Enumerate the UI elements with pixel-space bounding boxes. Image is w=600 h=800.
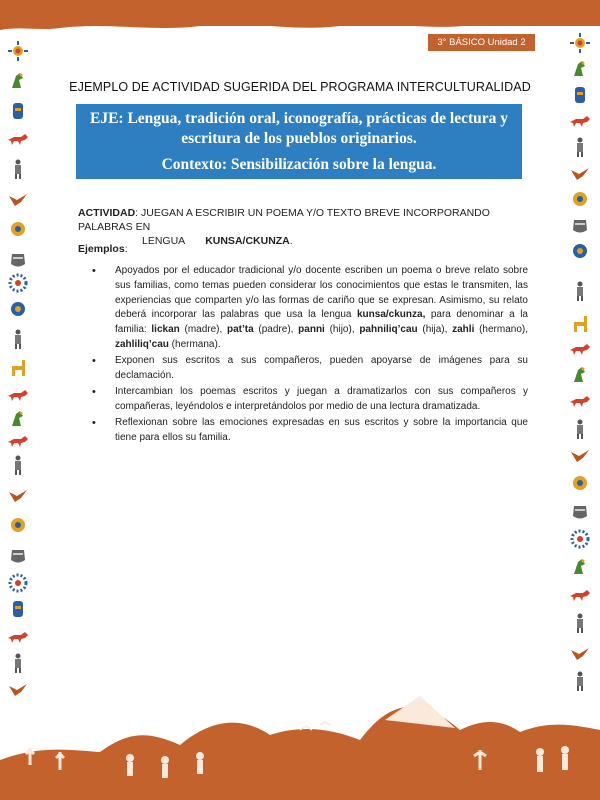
eje-context: Contexto: Sensibilización sobre la lengua. [161, 156, 437, 173]
vessel-icon [7, 100, 29, 122]
pot-icon [569, 214, 591, 236]
eje-heading [76, 104, 522, 149]
fox-icon [569, 390, 591, 412]
fox-icon [569, 110, 591, 132]
activity-text-2: LENGUA [142, 235, 186, 247]
fox-icon [7, 430, 29, 452]
activity-language-word: KUNSA/CKUNZA [205, 235, 290, 247]
bird-icon [7, 484, 29, 506]
activity-block [78, 206, 538, 248]
figure-icon [7, 158, 29, 180]
word-zahli: zahli [452, 324, 475, 336]
sun-icon [569, 32, 591, 54]
bird-icon [7, 188, 29, 210]
star-icon [569, 528, 591, 550]
condor-icon [7, 408, 29, 430]
eje-line-1: EJE: Lengua, tradición oral, iconografía, prácticas de lectura y [89, 110, 509, 127]
word-patta: pat’ta [227, 324, 254, 336]
condor-icon [569, 556, 591, 578]
activity-text-1: : JUEGAN A ESCRIBIR UN POEMA Y/O TEXTO BREVE INCORPORANDO PALABRAS EN [78, 207, 490, 233]
sun-icon [7, 298, 29, 320]
word-zahliliqcau: zahliliq’cau [115, 338, 169, 350]
fox-icon [7, 128, 29, 150]
word-panni: panni [298, 324, 325, 336]
bullet-1-text-2: para denominar a la familia: [115, 309, 528, 336]
sun-icon [7, 40, 29, 62]
top-banner-wave [0, 14, 600, 36]
star-icon [7, 572, 29, 594]
list-item: • Exponen sus escritos a sus compañeros, pueden apoyarse de imágenes para su declamación. [88, 354, 528, 384]
list-item: • Intercambian los poemas escritos y juegan a dramatizarlos con sus compañeros y compañeras, leyéndolos e interpretándolos por medio de una lectura dramatizada. [88, 385, 528, 415]
meaning-padre: (padre), [253, 324, 299, 336]
page-title: EJEMPLO DE ACTIVIDAD SUGERIDA DEL PROGRAMA INTERCULTURALIDAD [69, 80, 531, 94]
bird-icon [569, 642, 591, 664]
meaning-hija: (hija), [417, 324, 453, 336]
eje-box [76, 104, 522, 179]
activity-period: . [289, 235, 293, 247]
right-border-icons [565, 30, 595, 710]
flower-icon [569, 188, 591, 210]
star-icon [7, 272, 29, 294]
activity-line-1 [78, 206, 538, 234]
fox-icon [569, 584, 591, 606]
flower-icon [569, 472, 591, 494]
left-border-icons [3, 30, 33, 710]
word-pahniliqcau: pahniliq’cau [359, 324, 418, 336]
top-banner [0, 0, 600, 26]
llama-icon [7, 356, 29, 378]
flower-icon [7, 514, 29, 536]
figure-icon [569, 612, 591, 634]
examples-label: Ejemplos [78, 243, 125, 255]
figure-icon [7, 652, 29, 674]
pot-icon [7, 248, 29, 270]
figure-icon [7, 328, 29, 350]
examples-list [88, 264, 528, 447]
fox-icon [7, 384, 29, 406]
condor-icon [569, 364, 591, 386]
activity-line-2 [78, 234, 538, 248]
eje-line-2: escritura de los pueblos originarios. [181, 130, 417, 147]
bird-icon [569, 162, 591, 184]
condor-icon [569, 58, 591, 80]
sun-icon [569, 240, 591, 262]
pot-icon [7, 544, 29, 566]
examples-heading [78, 243, 128, 255]
examples-colon: : [124, 243, 128, 255]
list-item [88, 264, 528, 353]
flower-icon [7, 218, 29, 240]
figure-icon [569, 280, 591, 302]
list-item: • Reflexionan sobre las emociones expresadas en sus escritos y sobre la importancia que tiene para ellos su familia. [88, 416, 528, 446]
grade-tag: 3° BÁSICO Unidad 2 [428, 34, 535, 51]
figure-icon [569, 418, 591, 440]
fox-icon [7, 626, 29, 648]
meaning-madre: (madre), [179, 324, 228, 336]
bird-icon [569, 444, 591, 466]
word-lickan: lickan [151, 324, 180, 336]
meaning-hijo: (hijo), [324, 324, 360, 336]
activity-label: ACTIVIDAD [78, 207, 136, 219]
kunsa-word: kunsa/ckunza, [356, 309, 426, 321]
pot-icon [569, 500, 591, 522]
meaning-hermano: (hermano), [474, 324, 528, 336]
figure-icon [569, 670, 591, 692]
bottom-landscape-illustration [0, 690, 600, 800]
vessel-icon [7, 598, 29, 620]
bullet-1-text: Apoyados por el educador tradicional y/o docente escriben un poema o breve relato sobre sus familias, como temas pueden considerar los conocimientos que estas le transmiten, las experiencias que comparten y/o las formas de cariño que se expresan. Asimismo, su relato deberá incorporar las palabras que usa la lengua [115, 265, 528, 321]
llama-icon [569, 312, 591, 334]
meaning-hermana: (hermana). [168, 338, 221, 350]
figure-icon [7, 454, 29, 476]
figure-icon [569, 136, 591, 158]
fox-icon [569, 338, 591, 360]
